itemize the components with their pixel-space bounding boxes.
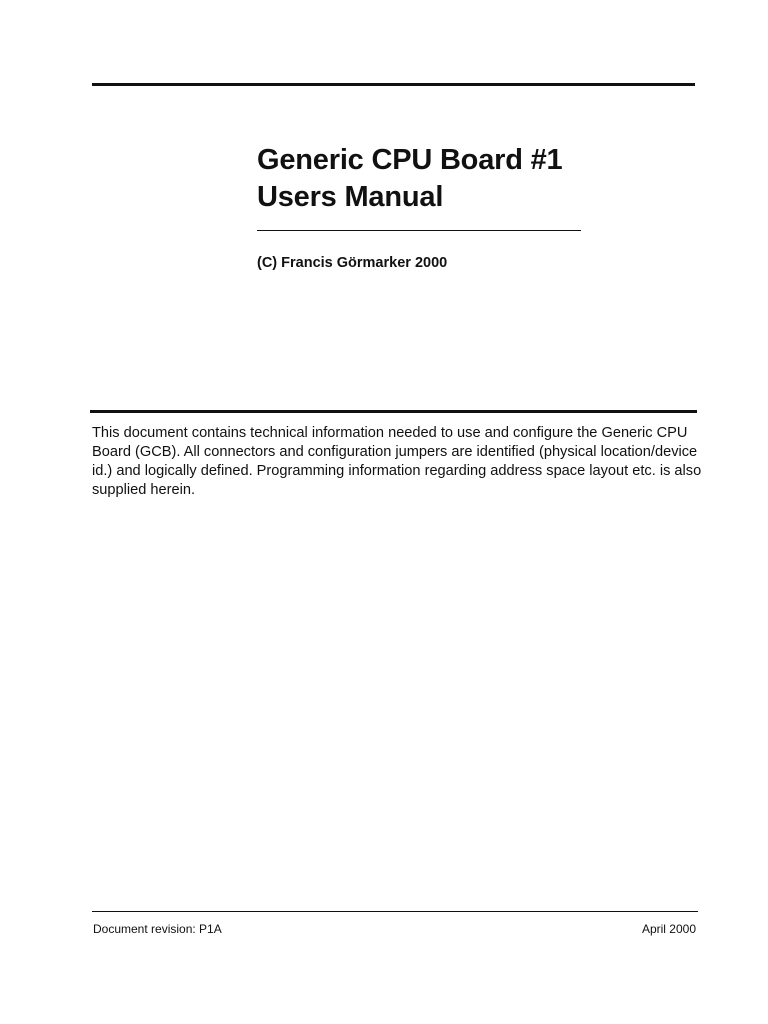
top-divider	[92, 83, 695, 86]
title-underline	[257, 230, 581, 231]
abstract-divider	[90, 410, 697, 413]
title-line-1: Generic CPU Board #1	[257, 144, 563, 176]
abstract-paragraph: This document contains technical information needed to use and configure the Generic CPU Board (GCB). All connectors and configuration jumpers are identified (physical location/device id.) and logically defined. Programming information regarding address space layout etc. is also supplied herein.	[92, 425, 702, 498]
document-title	[257, 142, 562, 216]
document-date: April 2000	[641, 922, 696, 936]
copyright-notice: (C) Francis Görmarker 2000	[257, 255, 448, 271]
document-revision: Document revision: P1A	[93, 922, 222, 936]
title-line-2: Users Manual	[257, 181, 444, 213]
footer-divider	[92, 911, 698, 912]
